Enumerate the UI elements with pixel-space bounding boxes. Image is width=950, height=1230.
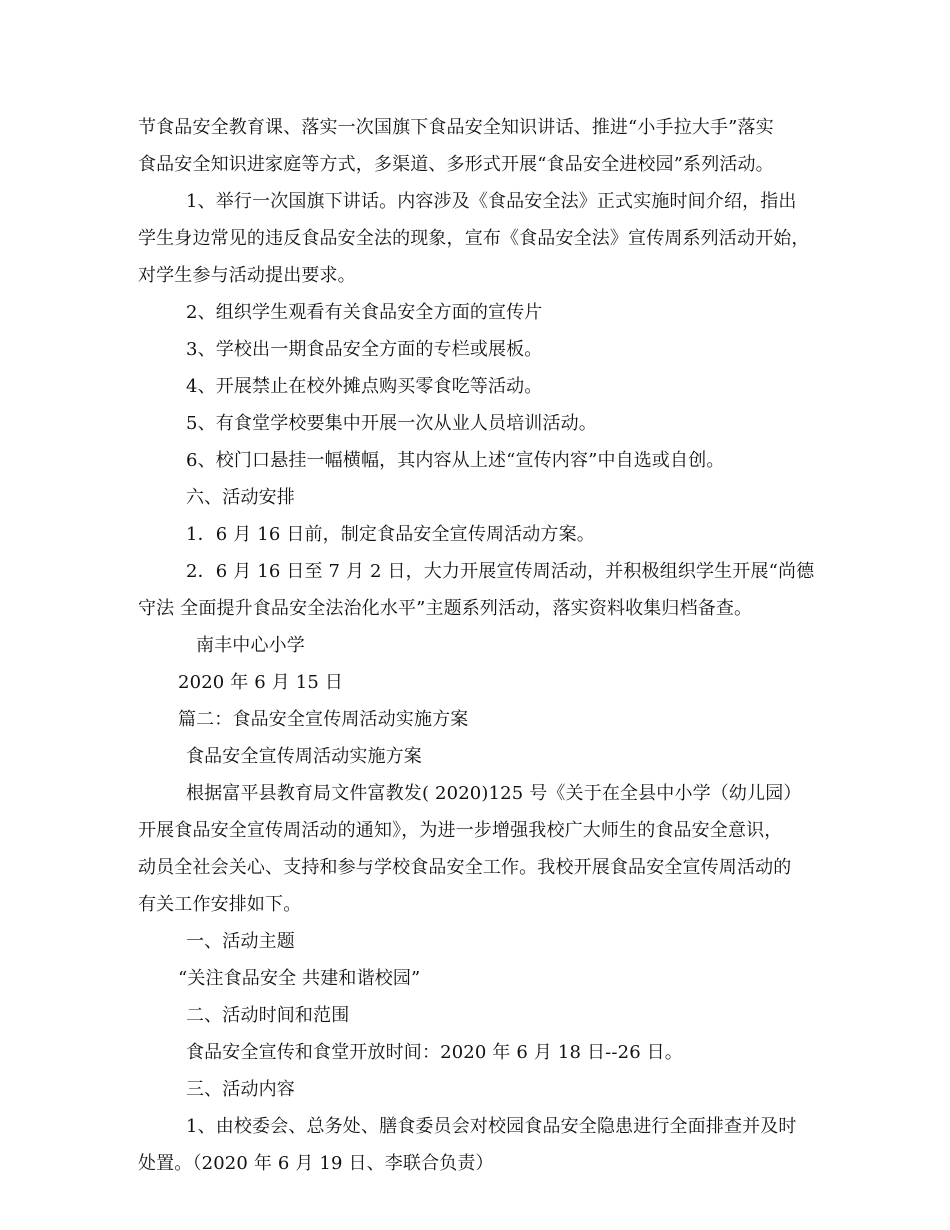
text-line: 守法 全面提升食品安全法治化水平”主题系列活动，落实资料收集归档备查。 bbox=[138, 598, 753, 619]
section-heading: 六、活动安排 bbox=[186, 487, 295, 508]
signature-date: 2020 年 6 月 15 日 bbox=[178, 672, 344, 693]
document-title: 食品安全宣传周活动实施方案 bbox=[186, 746, 422, 767]
text-line: 6、校门口悬挂一幅横幅，其内容从上述“宣传内容”中自选或自创。 bbox=[186, 450, 725, 471]
text-line: 学生身边常见的违反食品安全法的现象，宣布《食品安全法》宣传周系列活动开始， bbox=[138, 228, 810, 249]
text-line: 1．6 月 16 日前，制定食品安全宣传周活动方案。 bbox=[186, 524, 595, 545]
theme-slogan: “关注食品安全 共建和谐校园” bbox=[178, 968, 421, 989]
text-line: 1、举行一次国旗下讲话。内容涉及《食品安全法》正式实施时间介绍，指出 bbox=[186, 191, 797, 212]
section-heading: 一、活动主题 bbox=[186, 931, 295, 952]
text-line: 2．6 月 16 日至 7 月 2 日，大力开展宣传周活动，并积极组织学生开展“尚德 bbox=[186, 561, 815, 582]
text-line: 3、学校出一期食品安全方面的专栏或展板。 bbox=[186, 339, 543, 360]
text-line: 节食品安全教育课、落实一次国旗下食品安全知识讲话、推进“小手拉大手”落实 bbox=[138, 117, 774, 138]
text-line: 根据富平县教育局文件富教发( 2020)125 号《关于在全县中小学（幼儿园） bbox=[186, 783, 802, 804]
text-line: 处置。（2020 年 6 月 19 日、李联合负责） bbox=[138, 1153, 494, 1174]
text-line: 2、组织学生观看有关食品安全方面的宣传片 bbox=[186, 302, 543, 323]
text-line: 4、开展禁止在校外摊点购买零食吃等活动。 bbox=[186, 376, 543, 397]
text-line: 有关工作安排如下。 bbox=[138, 894, 302, 915]
section-heading: 二、活动时间和范围 bbox=[186, 1005, 350, 1026]
text-line: 动员全社会关心、支持和参与学校食品安全工作。我校开展食品安全宣传周活动的 bbox=[138, 857, 792, 878]
text-line: 开展食品安全宣传周活动的通知》，为进一步增强我校广大师生的食品安全意识， bbox=[138, 820, 783, 841]
text-line: 食品安全宣传和食堂开放时间：2020 年 6 月 18 日--26 日。 bbox=[186, 1042, 683, 1063]
chapter-title: 篇二：食品安全宣传周活动实施方案 bbox=[178, 709, 469, 730]
text-line: 食品安全知识进家庭等方式，多渠道、多形式开展“食品安全进校园”系列活动。 bbox=[138, 154, 774, 175]
signature-org: 南丰中心小学 bbox=[196, 635, 305, 656]
section-heading: 三、活动内容 bbox=[186, 1079, 295, 1100]
text-line: 5、有食堂学校要集中开展一次从业人员培训活动。 bbox=[186, 413, 597, 434]
text-line: 1、由校委会、总务处、膳食委员会对校园食品安全隐患进行全面排查并及时 bbox=[186, 1116, 797, 1137]
text-line: 对学生参与活动提出要求。 bbox=[138, 265, 356, 286]
